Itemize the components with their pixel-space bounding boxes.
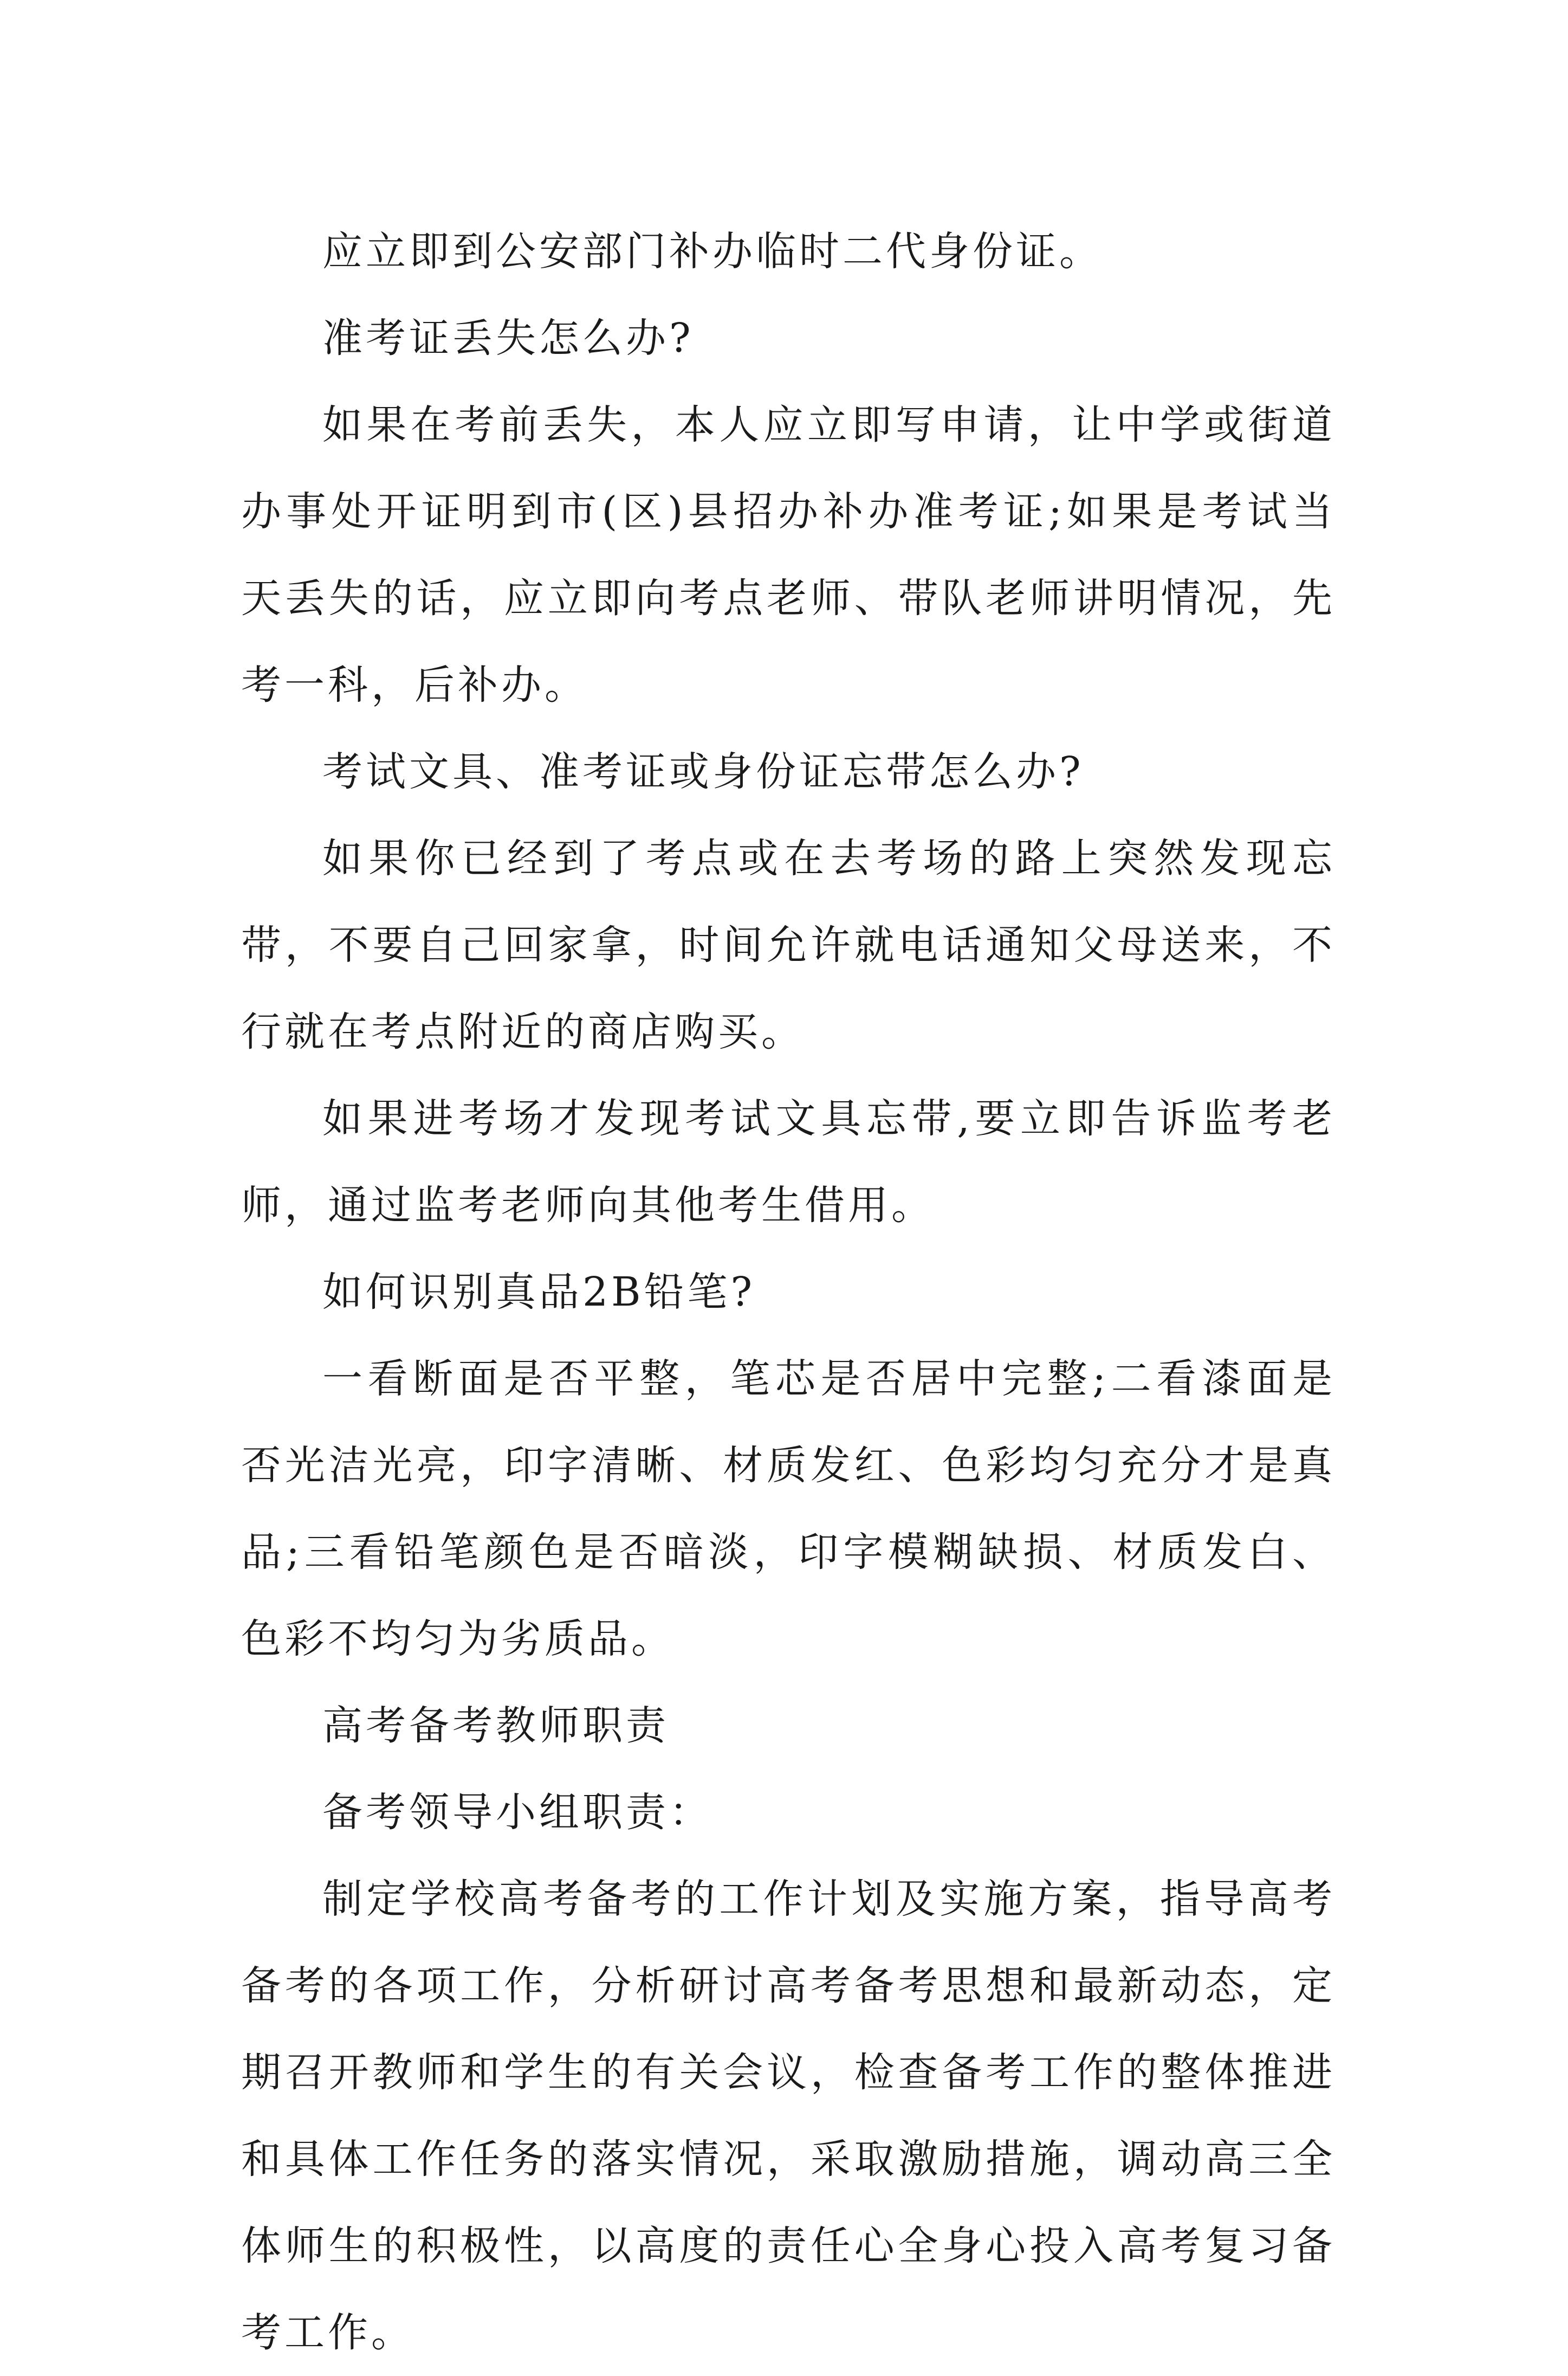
paragraph-forgot-items-advice: 如果你已经到了考点或在去考场的路上突然发现忘带，不要自己回家拿，时间允许就电话通知父母送来，不行就在考点附近的商店购买。 bbox=[241, 835, 1336, 1055]
paragraph-pencil-checks: 一看断面是否平整，笔芯是否居中完整;二看漆面是否光洁光亮，印字清晰、材质发红、色彩均匀充分才是真品;三看铅笔颜色是否暗淡，印字模糊缺损、材质发白、色彩不均匀为劣质品。 bbox=[241, 1355, 1336, 1662]
heading-lost-admission-ticket: 准考证丢失怎么办? bbox=[322, 315, 694, 361]
paragraph-lost-ticket-steps: 如果在考前丢失，本人应立即写申请，让中学或街道办事处开证明到市(区)县招办补办准考证;如果是考试当天丢失的话，应立即向考点老师、带队老师讲明情况，先考一科，后补办。 bbox=[241, 402, 1336, 708]
heading-forgot-items: 考试文具、准考证或身份证忘带怎么办? bbox=[322, 748, 1084, 795]
paragraph-leadership-duties: 制定学校高考备考的工作计划及实施方案，指导高考备考的各项工作，分析研讨高考备考思想和最新动态，定期召开教师和学生的有关会议，检查备考工作的整体推进和具体工作任务的落实情况，采取激励措施，调动高三全体师生的积极性，以高度的责任心全身心投入高考复习备考工作。 bbox=[241, 1876, 1336, 2356]
heading-identify-2b-pencil: 如何识别真品2B铅笔? bbox=[322, 1269, 756, 1315]
heading-teacher-duties: 高考备考教师职责 bbox=[322, 1702, 669, 1749]
paragraph-forgot-stationery-in-room: 如果进考场才发现考试文具忘带,要立即告诉监考老师，通过监考老师向其他考生借用。 bbox=[241, 1095, 1336, 1229]
paragraph-id-card-reissue: 应立即到公安部门补办临时二代身份证。 bbox=[322, 228, 1103, 275]
heading-leadership-group-duties: 备考领导小组职责： bbox=[322, 1789, 712, 1836]
document-body bbox=[241, 208, 1336, 2376]
